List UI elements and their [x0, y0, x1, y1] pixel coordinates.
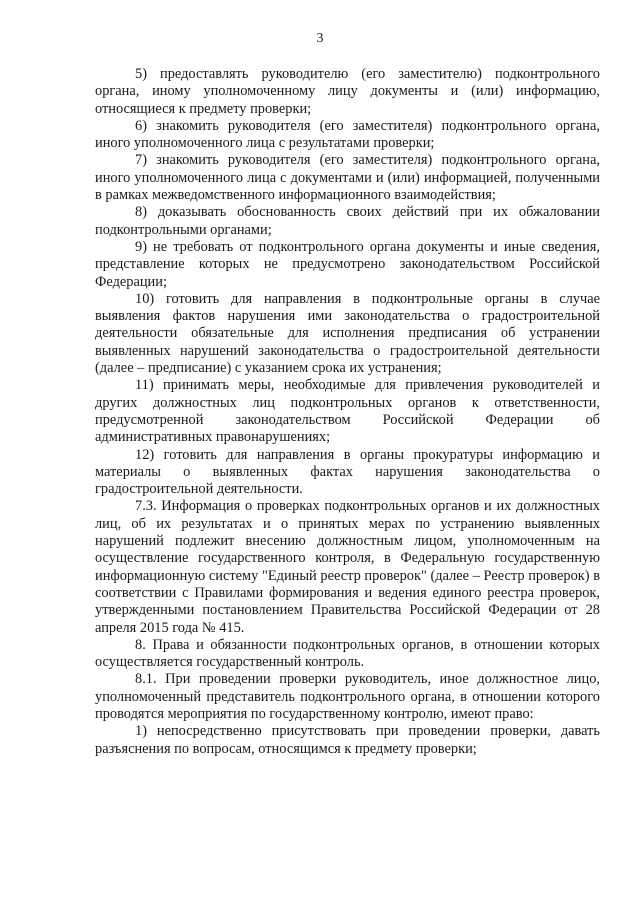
paragraph-item-11: 11) принимать меры, необходимые для привлечения руководителей и других должностных лиц подконтрольных органов к ответственности, предусмотренной законодательством Российской Федерации об административных правонарушениях; — [95, 377, 600, 446]
paragraph-section-8-1: 8.1. При проведении проверки руководитель, иное должностное лицо, уполномоченный представитель подконтрольного органа, в отношении которого проводятся мероприятия по государственному контролю, имеют право: — [95, 671, 600, 722]
paragraph-item-8: 8) доказывать обоснованность своих действий при их обжаловании подконтрольными органами; — [95, 204, 600, 238]
paragraph-item-7: 7) знакомить руководителя (его заместителя) подконтрольного органа, иного уполномоченного лица с документами и (или) информацией, полученными в рамках межведомственного информационного взаимодействия; — [95, 152, 600, 204]
paragraph-item-12: 12) готовить для направления в органы прокуратуры информацию и материалы о выявленных фактах нарушения законодательства о градостроительной деятельности. — [95, 446, 600, 498]
document-body — [95, 66, 600, 758]
page-number: 3 — [316, 31, 324, 46]
paragraph-item-10: 10) готовить для направления в подконтрольные органы в случае выявления фактов нарушения ими законодательства о градостроительной деятельности обязательные для исполнения предписания об устранении выявленных нарушений законодательства о градостроительной деятельности (далее – предписание) с указанием срока их устранения; — [95, 290, 600, 377]
paragraph-item-6: 6) знакомить руководителя (его заместителя) подконтрольного органа, иного уполномоченного лица с результатами проверки; — [95, 117, 600, 152]
paragraph-section-8: 8. Права и обязанности подконтрольных органов, в отношении которых осуществляется государственный контроль. — [95, 636, 600, 671]
paragraph-section-7-3: 7.3. Информация о проверках подконтрольных органов и их должностных лиц, об их результатах и о принятых мерах по устранению выявленных нарушений подлежит внесению должностным лицом, уполномоченным на осуществление государственного контроля, в Федеральную государственную информационную систему "Единый реестр проверок" (далее – Реестр проверок) в соответствии с Правилами формирования и ведения единого реестра проверок, утвержденными постановлением Правительства Российской Федерации от 28 апреля 2015 года № 415. — [95, 498, 600, 636]
paragraph-item-5: 5) предоставлять руководителю (его заместителю) подконтрольного органа, иному уполномоченному лицу документы и (или) информацию, относящиеся к предмету проверки; — [95, 66, 600, 117]
paragraph-item-9: 9) не требовать от подконтрольного органа документы и иные сведения, представление которых не предусмотрено законодательством Российской Федерации; — [95, 238, 600, 290]
paragraph-right-1: 1) непосредственно присутствовать при проведении проверки, давать разъяснения по вопросам, относящимся к предмету проверки; — [95, 723, 600, 757]
